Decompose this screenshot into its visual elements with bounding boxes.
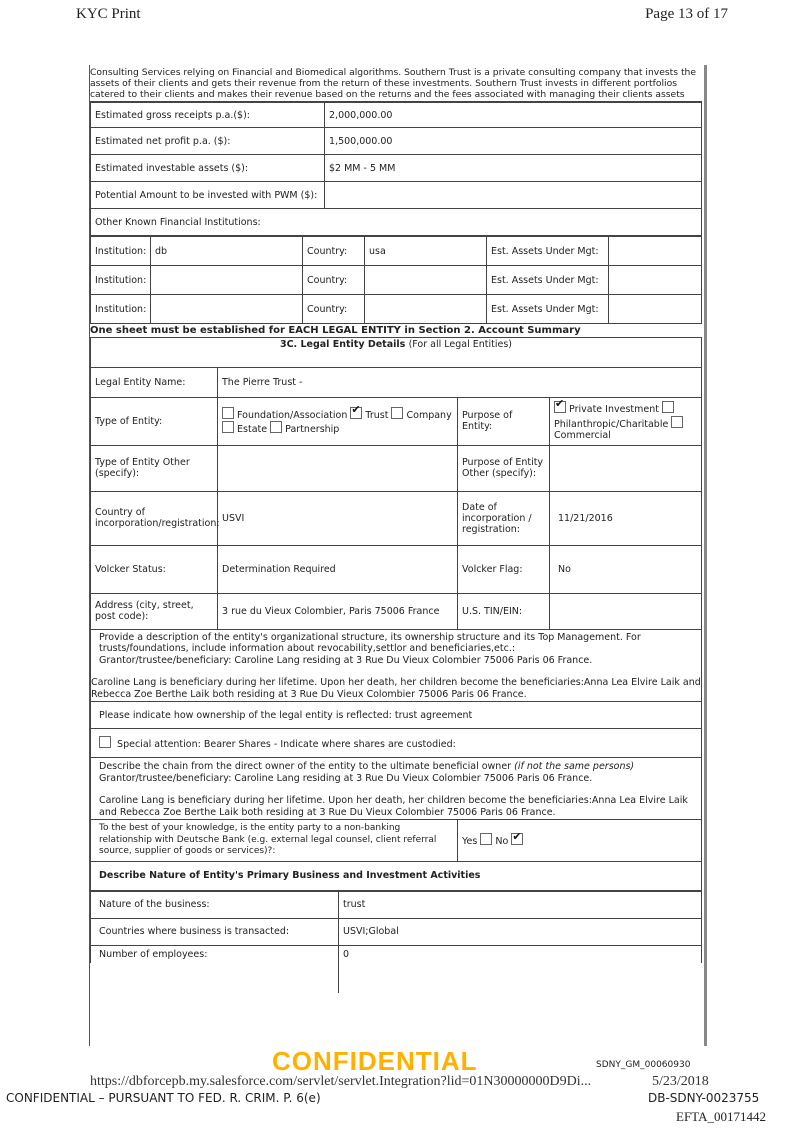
business-value: trust xyxy=(339,891,702,918)
checkbox-no[interactable] xyxy=(511,833,523,845)
yes-label: Yes xyxy=(462,836,478,848)
financials-table xyxy=(90,102,702,236)
bates-number: DB-SDNY-0023755 xyxy=(648,1091,760,1105)
institution-value: db xyxy=(151,237,303,266)
checkbox-philanthropic[interactable] xyxy=(662,401,674,413)
country-incorporation-label: Country of incorporation/registration: xyxy=(91,491,218,545)
type-other-value xyxy=(218,445,458,491)
entity-name-label: Legal Entity Name: xyxy=(91,368,218,398)
ownership-text: Please indicate how ownership of the legal entity is reflected: trust agreement xyxy=(91,702,702,729)
sheet-note: One sheet must be established for EACH LEGAL ENTITY in Section 2. Account Summary xyxy=(90,325,581,336)
checkbox-foundation[interactable] xyxy=(222,407,234,419)
assets-value xyxy=(609,266,702,295)
structure-prompt: Provide a description of the entity's organizational structure, its ownership structure and its Top Management. For trusts/foundations, include information about revocability,settlor and beneficiaries,etc.: xyxy=(99,631,641,654)
volcker-status-label: Volcker Status: xyxy=(91,545,218,593)
financial-label: Estimated gross receipts p.a.($): xyxy=(91,103,325,128)
address-label: Address (city, street, post code): xyxy=(91,593,218,629)
financial-label: Potential Amount to be invested with PWM ($): xyxy=(91,182,325,209)
chain-prompt: Describe the chain from the direct owner of the entity to the ultimate beneficial owner xyxy=(99,761,512,772)
institution-row xyxy=(91,295,702,324)
efta-number: EFTA_00171442 xyxy=(676,1109,766,1124)
country-value xyxy=(365,295,487,324)
checkbox-trust[interactable] xyxy=(350,407,362,419)
footer-date: 5/23/2018 xyxy=(652,1074,709,1089)
legal-entity-table xyxy=(90,337,702,891)
business-row xyxy=(91,891,702,918)
business-label: Number of employees: xyxy=(91,945,339,963)
option-trust-label: Trust xyxy=(365,409,389,421)
financial-value: $2 MM - 5 MM xyxy=(325,155,702,182)
assets-value xyxy=(609,237,702,266)
checkbox-private-investment[interactable] xyxy=(554,401,566,413)
chain-prompt-line xyxy=(99,761,697,773)
financial-label: Estimated investable assets ($): xyxy=(91,155,325,182)
financial-row xyxy=(91,155,702,182)
print-title: KYC Print xyxy=(76,6,141,22)
bearer-shares-label: Special attention: Bearer Shares - Indicate where shares are custodied: xyxy=(117,739,456,750)
confidential-watermark: CONFIDENTIAL xyxy=(272,1046,478,1076)
institution-row xyxy=(91,237,702,266)
chain-prompt-italic: (if not the same persons) xyxy=(514,761,635,772)
section-title: 3C. Legal Entity Details xyxy=(279,339,406,350)
entity-name-value: The Pierre Trust - xyxy=(218,368,702,398)
option-commercial-label: Commercial xyxy=(554,430,611,441)
intro-text: Consulting Services relying on Financial and Biomedical algorithms. Southern Trust is a private consulting company that invests the assets of their clients and gets their revenue from the return of these investments. Southern Trust invests in different portfolios catered to their clients and makes their revenue based on the returns and the fees associated with managing their clients assets xyxy=(90,65,702,102)
non-banking-answer xyxy=(458,820,702,862)
checkbox-company[interactable] xyxy=(391,407,403,419)
institution-value xyxy=(151,295,303,324)
footer-url[interactable]: https://dbforcepb.my.salesforce.com/servlet/servlet.Integration?lid=01N30000000D9Di... xyxy=(90,1074,592,1089)
business-label: Countries where business is transacted: xyxy=(91,918,339,945)
entity-type-options xyxy=(218,398,458,446)
institution-label: Institution: xyxy=(91,266,151,295)
other-institutions-label: Other Known Financial Institutions: xyxy=(91,209,702,236)
structure-line-1: Grantor/trustee/beneficiary: Caroline Lang residing at 3 Rue Du Vieux Colombier 75006 Paris 06 France. xyxy=(99,654,593,666)
type-other-label: Type of Entity Other (specify): xyxy=(91,445,218,491)
country-label: Country: xyxy=(303,237,365,266)
address-value: 3 rue du Vieux Colombier, Paris 75006 France xyxy=(218,593,458,629)
checkbox-yes[interactable] xyxy=(480,833,492,845)
confidential-notice: CONFIDENTIAL – PURSUANT TO FED. R. CRIM. P. 6(e) xyxy=(6,1091,321,1105)
financial-label: Estimated net profit p.a. ($): xyxy=(91,128,325,155)
business-value: USVI;Global xyxy=(339,918,702,945)
section-header xyxy=(91,338,702,368)
checkbox-bearer-shares[interactable] xyxy=(99,736,111,748)
assets-value xyxy=(609,295,702,324)
country-value: usa xyxy=(365,237,487,266)
purpose-other-label: Purpose of Entity Other (specify): xyxy=(458,445,550,491)
option-company-label: Company xyxy=(406,409,452,421)
option-philanthropic-label: Philanthropic/Charitable xyxy=(554,418,669,430)
volcker-status-value: Determination Required xyxy=(218,545,458,593)
institution-label: Institution: xyxy=(91,237,151,266)
institution-value xyxy=(151,266,303,295)
entity-purpose-label: Purpose of Entity: xyxy=(458,398,550,446)
no-label: No xyxy=(495,836,509,848)
business-row xyxy=(91,945,702,963)
country-value xyxy=(365,266,487,295)
tin-value xyxy=(550,593,702,629)
page-number: Page 13 of 17 xyxy=(645,6,728,22)
non-banking-question: To the best of your knowledge, is the entity party to a non-banking relationship with Deutsche Bank (e.g. external legal counsel, client referral source, supplier of goods or services)?: xyxy=(91,820,458,862)
tin-label: U.S. TIN/EIN: xyxy=(458,593,550,629)
option-foundation-label: Foundation/Association xyxy=(237,409,348,421)
institution-row xyxy=(91,266,702,295)
financial-row xyxy=(91,182,702,209)
section-subtitle: (For all Legal Entities) xyxy=(408,339,513,350)
sdny-ref: SDNY_GM_00060930 xyxy=(596,1060,691,1070)
assets-label: Est. Assets Under Mgt: xyxy=(487,266,609,295)
assets-label: Est. Assets Under Mgt: xyxy=(487,237,609,266)
form-right-border xyxy=(704,65,707,1046)
financial-row xyxy=(91,128,702,155)
business-table xyxy=(90,891,702,993)
institutions-table xyxy=(90,236,702,324)
country-incorporation-value: USVI xyxy=(218,491,458,545)
option-private-label: Private Investment xyxy=(569,404,659,415)
option-estate-label: Estate xyxy=(237,424,268,436)
financial-value xyxy=(325,182,702,209)
checkbox-estate[interactable] xyxy=(222,421,234,433)
chain-line-2: Caroline Lang is beneficiary during her lifetime. Upon her death, her children become the beneficiaries:Anna Lea Elvire Laik and Rebecca Zoe Berthe Laik both residing at 3 Rue Du Vieux Colombier 75006 Paris 06 France. xyxy=(99,795,688,818)
date-incorporation-label: Date of incorporation / registration: xyxy=(458,491,550,545)
entity-type-label: Type of Entity: xyxy=(91,398,218,446)
chain-line-1: Grantor/trustee/beneficiary: Caroline Lang residing at 3 Rue Du Vieux Colombier 75006 Paris 06 France. xyxy=(99,772,593,784)
business-heading: Describe Nature of Entity's Primary Business and Investment Activities xyxy=(91,861,702,890)
business-value: 0 xyxy=(339,945,702,963)
business-row xyxy=(91,918,702,945)
kyc-form xyxy=(90,65,702,993)
financial-value: 2,000,000.00 xyxy=(325,103,702,128)
chain-block xyxy=(91,758,702,820)
checkbox-commercial[interactable] xyxy=(671,416,683,428)
assets-label: Est. Assets Under Mgt: xyxy=(487,295,609,324)
bearer-shares-row xyxy=(91,729,702,758)
country-label: Country: xyxy=(303,266,365,295)
date-incorporation-value: 11/21/2016 xyxy=(550,491,702,545)
business-label: Nature of the business: xyxy=(91,891,339,918)
structure-line-2: Caroline Lang is beneficiary during her lifetime. Upon her death, her children become the beneficiaries:Anna Lea Elvire Laik and Rebecca Zoe Berthe Laik both residing at 3 Rue Du Vieux Colombier 75006 Paris 06 France. xyxy=(91,677,701,700)
financial-value: 1,500,000.00 xyxy=(325,128,702,155)
structure-block xyxy=(91,629,702,702)
entity-purpose-options xyxy=(550,398,702,446)
financial-row xyxy=(91,103,702,128)
volcker-flag-value: No xyxy=(550,545,702,593)
volcker-flag-label: Volcker Flag: xyxy=(458,545,550,593)
country-label: Country: xyxy=(303,295,365,324)
option-partnership-label: Partnership xyxy=(285,424,340,436)
institution-label: Institution: xyxy=(91,295,151,324)
checkbox-partnership[interactable] xyxy=(270,421,282,433)
purpose-other-value xyxy=(550,445,702,491)
